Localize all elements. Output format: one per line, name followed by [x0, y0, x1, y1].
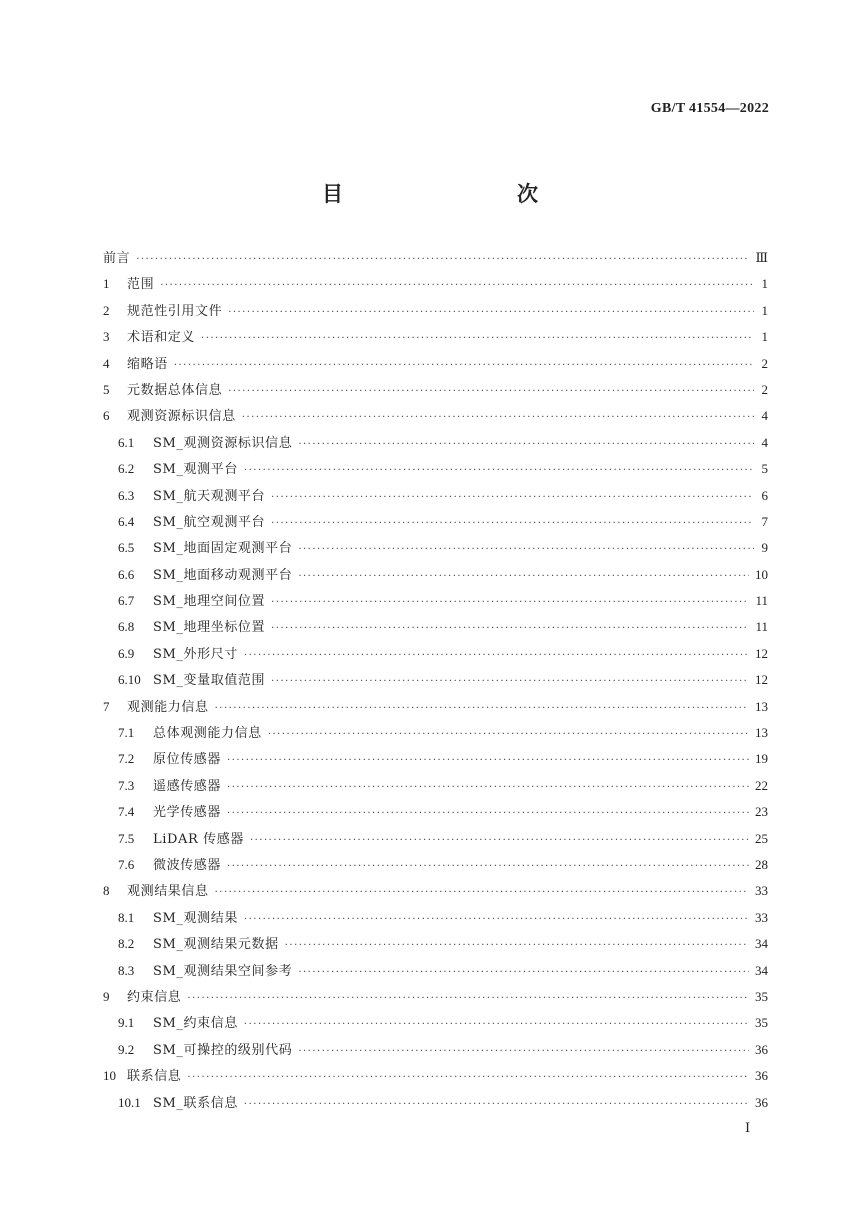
toc-dot-leader: [227, 775, 749, 801]
toc-entry[interactable]: [103, 403, 768, 429]
toc-entry-title: 范围: [127, 277, 155, 293]
toc-entry-page: 13: [755, 725, 768, 741]
toc-entry-title: 缩略语: [127, 356, 168, 372]
toc-entry[interactable]: [103, 1090, 768, 1116]
toc-entry[interactable]: [103, 430, 768, 456]
toc-entry-label: [118, 746, 221, 773]
toc-entry-title: 微波传感器: [153, 857, 222, 873]
toc-entry-page: 34: [755, 936, 768, 952]
toc-entry-label: [103, 878, 209, 905]
toc-entry-title: SM_观测结果元数据: [153, 937, 279, 953]
toc-entry-page: 33: [755, 909, 768, 925]
toc-entry[interactable]: [103, 641, 768, 667]
toc-entry-number: 9.2: [118, 1041, 135, 1057]
toc-entry-label: [103, 1063, 181, 1090]
toc-entry[interactable]: [103, 588, 768, 614]
toc-entry-number: 8.1: [118, 909, 135, 925]
toc-dot-leader: [174, 353, 754, 379]
toc-entry[interactable]: [103, 245, 768, 271]
toc-entry-title: SM_地理坐标位置: [153, 620, 266, 636]
toc-entry-number: 7.4: [118, 804, 135, 820]
toc-entry-number: 6.4: [118, 513, 135, 529]
toc-entry-number: 6.1: [118, 434, 135, 450]
toc-entry-title: 原位传感器: [153, 752, 222, 768]
toc-entry-page: 9: [761, 540, 768, 556]
toc-entry-label: [103, 984, 181, 1011]
toc-entry-page: 36: [755, 1094, 768, 1110]
toc-entry-number: 2: [103, 302, 110, 318]
toc-entry[interactable]: [103, 878, 768, 904]
toc-entry[interactable]: [103, 1037, 768, 1063]
toc-entry-title: SM_变量取值范围: [153, 673, 266, 689]
toc-entry-label: [103, 403, 236, 430]
toc-entry-label: [103, 246, 130, 272]
toc-entry[interactable]: [103, 852, 768, 878]
toc-entry-label: [118, 588, 265, 615]
toc-entry-title: SM_地面移动观测平台: [153, 567, 293, 583]
page-number: Ⅰ: [745, 1120, 751, 1135]
toc-dot-leader: [298, 1039, 749, 1065]
toc-entry-page: 1: [761, 276, 768, 292]
toc-dot-leader: [136, 247, 749, 273]
toc-entry[interactable]: [103, 562, 768, 588]
toc-entry-page: 13: [755, 698, 768, 714]
toc-dot-leader: [244, 1012, 749, 1038]
toc-entry[interactable]: [103, 456, 768, 482]
toc-entry-label: [118, 799, 221, 826]
toc-dot-leader: [187, 1065, 749, 1091]
standard-code: GB/T 41554—2022: [650, 101, 769, 116]
toc-entry-number: 8: [103, 883, 110, 899]
toc-entry-label: [103, 298, 222, 325]
toc-entry-page: 35: [755, 988, 768, 1004]
toc-entry-page: 4: [761, 434, 768, 450]
toc-dot-leader: [228, 379, 754, 405]
toc-entry-label: [118, 667, 265, 694]
toc-entry-number: 4: [103, 355, 110, 371]
toc-entry-number: 3: [103, 329, 110, 345]
toc-entry[interactable]: [103, 535, 768, 561]
toc-entry-number: 7.2: [118, 751, 135, 767]
toc-dot-leader: [298, 564, 749, 590]
toc-entry-label: [103, 694, 209, 721]
toc-entry[interactable]: [103, 377, 768, 403]
toc-entry[interactable]: [103, 694, 768, 720]
toc-entry[interactable]: [103, 1063, 768, 1089]
toc-entry-title: SM_航天观测平台: [153, 488, 266, 504]
toc-entry-label: [118, 641, 238, 668]
toc-entry-page: 22: [755, 777, 768, 793]
toc-entry-number: 8.3: [118, 962, 135, 978]
toc-entry[interactable]: [103, 351, 768, 377]
toc-dot-leader: [298, 537, 754, 563]
toc-entry-title: 观测能力信息: [127, 699, 209, 715]
toc-entry-title: 前言: [103, 251, 131, 266]
toc-dot-leader: [271, 590, 749, 616]
toc-entry-label: [118, 931, 279, 958]
toc-entry-label: [103, 351, 168, 378]
toc-entry-title: SM_地面固定观测平台: [153, 541, 293, 557]
toc-entry-page: 34: [755, 962, 768, 978]
toc-entry-number: 7.5: [118, 830, 135, 846]
toc-dot-leader: [227, 748, 749, 774]
toc-entry-title: 联系信息: [127, 1069, 182, 1085]
toc-entry-title: SM_联系信息: [153, 1095, 238, 1111]
toc-dot-leader: [271, 511, 754, 537]
toc-entry-page: 12: [755, 672, 768, 688]
toc-entry-page: 23: [755, 804, 768, 820]
toc-entry-label: [118, 1090, 238, 1117]
toc-entry-title: LiDAR 传感器: [153, 831, 244, 847]
page-title: 目 次: [322, 182, 582, 206]
toc-entry-number: 6.9: [118, 645, 135, 661]
toc-entry-title: SM_地理空间位置: [153, 594, 266, 610]
toc-dot-leader: [271, 669, 749, 695]
toc-dot-leader: [271, 485, 754, 511]
toc-entry[interactable]: [103, 773, 768, 799]
toc-entry[interactable]: [103, 905, 768, 931]
toc-entry-number: 6.10: [118, 672, 141, 688]
toc-entry[interactable]: [103, 1010, 768, 1036]
toc-entry-title: 术语和定义: [127, 330, 196, 346]
toc-entry[interactable]: [103, 298, 768, 324]
toc-entry-number: 5: [103, 381, 110, 397]
toc-entry[interactable]: [103, 614, 768, 640]
toc-entry-number: 7.6: [118, 856, 135, 872]
toc-entry-label: [103, 377, 222, 404]
toc-entry-page: 11: [755, 593, 768, 609]
toc-entry-title: SM_可操控的级别代码: [153, 1042, 293, 1058]
toc-dot-leader: [242, 405, 754, 431]
toc-entry-page: 5: [761, 461, 768, 477]
toc-dot-leader: [215, 696, 749, 722]
toc-entry[interactable]: [103, 931, 768, 957]
toc-entry-label: [118, 958, 292, 985]
toc-entry-label: [103, 324, 195, 351]
toc-dot-leader: [250, 828, 749, 854]
toc-entry-number: 9.1: [118, 1015, 135, 1031]
toc-entry-label: [118, 509, 265, 536]
toc-entry-label: [118, 720, 262, 747]
toc-entry-page: 2: [761, 381, 768, 397]
toc-dot-leader: [160, 273, 754, 299]
toc-entry[interactable]: [103, 746, 768, 772]
toc-entry-label: [118, 852, 221, 879]
toc-entry-page: 4: [761, 408, 768, 424]
toc-entry-title: SM_观测结果空间参考: [153, 963, 293, 979]
toc-dot-leader: [187, 986, 749, 1012]
toc-dot-leader: [268, 722, 749, 748]
toc-entry-page: 28: [755, 856, 768, 872]
toc-entry-title: SM_观测结果: [153, 910, 238, 926]
toc-entry-title: 观测结果信息: [127, 884, 209, 900]
toc-entry-title: 观测资源标识信息: [127, 409, 236, 425]
toc-entry-number: 7: [103, 698, 110, 714]
toc-entry-page: 1: [761, 302, 768, 318]
toc-entry-title: 总体观测能力信息: [153, 726, 262, 742]
toc-entry-page: 33: [755, 883, 768, 899]
toc-entry-number: 6.2: [118, 461, 135, 477]
toc-entry[interactable]: [103, 667, 768, 693]
toc-entry-number: 6.7: [118, 593, 135, 609]
toc-entry-title: 规范性引用文件: [127, 303, 223, 319]
toc-dot-leader: [201, 326, 754, 352]
toc-entry-page: 2: [761, 355, 768, 371]
toc-entry-label: [118, 430, 292, 457]
toc-entry-page: 7: [761, 513, 768, 529]
toc-entry-title: 遥感传感器: [153, 778, 222, 794]
toc-entry-page: 36: [755, 1041, 768, 1057]
toc-entry-label: [118, 483, 265, 510]
toc-dot-leader: [215, 880, 749, 906]
toc-entry-label: [118, 773, 221, 800]
toc-dot-leader: [227, 854, 749, 880]
toc-dot-leader: [244, 643, 749, 669]
toc-entry-label: [118, 456, 238, 483]
toc-entry[interactable]: [103, 984, 768, 1010]
toc-entry-number: 6.3: [118, 487, 135, 503]
toc-entry[interactable]: [103, 826, 768, 852]
toc-entry-number: 6: [103, 408, 110, 424]
toc-entry-label: [118, 1010, 238, 1037]
toc-entry-number: 10: [103, 1068, 116, 1084]
toc-entry-number: 10.1: [118, 1094, 141, 1110]
toc-entry-number: 7.1: [118, 725, 135, 741]
toc-entry[interactable]: [103, 799, 768, 825]
toc-entry-page: Ⅲ: [755, 250, 768, 265]
toc-entry-label: [103, 271, 154, 298]
toc-entry-title: SM_观测资源标识信息: [153, 435, 293, 451]
toc-entry[interactable]: [103, 720, 768, 746]
toc-dot-leader: [298, 960, 749, 986]
toc-entry-title: SM_外形尺寸: [153, 646, 238, 662]
toc-entry-title: 光学传感器: [153, 805, 222, 821]
toc-entry-label: [118, 1037, 292, 1064]
toc-entry-label: [118, 614, 265, 641]
toc-entry-title: SM_航空观测平台: [153, 514, 266, 530]
toc-dot-leader: [285, 933, 749, 959]
toc-entry-number: 9: [103, 988, 110, 1004]
toc-entry-page: 1: [761, 329, 768, 345]
toc-entry-page: 12: [755, 645, 768, 661]
toc-dot-leader: [228, 300, 754, 326]
toc-entry-page: 6: [761, 487, 768, 503]
toc-entry-number: 6.5: [118, 540, 135, 556]
toc-entry-label: [118, 905, 238, 932]
toc-entry-title: 约束信息: [127, 989, 182, 1005]
toc-entry-label: [118, 535, 292, 562]
toc-entry-number: 6.6: [118, 566, 135, 582]
toc-entry[interactable]: [103, 483, 768, 509]
toc-entry-number: 7.3: [118, 777, 135, 793]
toc-dot-leader: [298, 432, 754, 458]
toc-entry[interactable]: [103, 958, 768, 984]
toc-entry[interactable]: [103, 509, 768, 535]
toc-entry-title: 元数据总体信息: [127, 382, 223, 398]
toc-dot-leader: [244, 458, 754, 484]
toc-entry-number: 8.2: [118, 936, 135, 952]
toc-entry-page: 10: [755, 566, 768, 582]
toc-entry[interactable]: [103, 324, 768, 350]
toc-entry-number: 6.8: [118, 619, 135, 635]
toc-dot-leader: [244, 907, 749, 933]
toc-entry-title: SM_约束信息: [153, 1016, 238, 1032]
toc-entry-page: 36: [755, 1068, 768, 1084]
toc-entry-number: 1: [103, 276, 110, 292]
toc-entry[interactable]: [103, 271, 768, 297]
toc-entry-page: 35: [755, 1015, 768, 1031]
toc-entry-label: [118, 826, 244, 853]
toc-entry-label: [118, 562, 292, 589]
toc-entry-page: 11: [755, 619, 768, 635]
toc-dot-leader: [227, 801, 749, 827]
toc-dot-leader: [244, 1092, 749, 1118]
toc-entry-title: SM_观测平台: [153, 462, 238, 478]
table-of-contents: [103, 245, 768, 1116]
toc-entry-page: 25: [755, 830, 768, 846]
toc-entry-page: 19: [755, 751, 768, 767]
toc-dot-leader: [271, 616, 749, 642]
